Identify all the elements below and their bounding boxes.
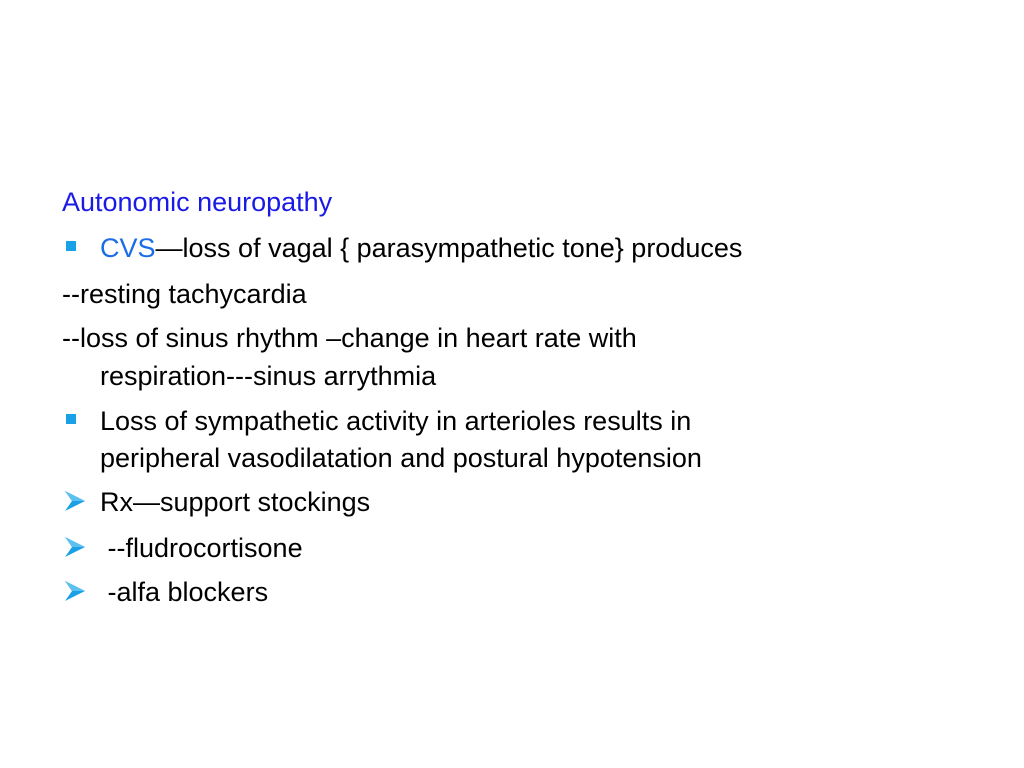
bullet-cvs: [100, 229, 742, 267]
arrowhead-bullet-icon: [63, 536, 87, 558]
sympathetic-line-1: Loss of sympathetic activity in arterioles results in: [100, 406, 692, 436]
square-bullet-icon: [66, 241, 76, 251]
arrow-item: -alfa blockers: [100, 577, 269, 607]
arrow-item: Rx—support stockings: [100, 487, 371, 517]
cvs-text: —loss of vagal { parasympathetic tone} produces: [155, 233, 743, 263]
resting-tachycardia-line: --resting tachycardia: [62, 279, 307, 309]
square-bullet-icon: [66, 414, 76, 424]
sympathetic-line-2: peripheral vasodilatation and postural hypotension: [100, 443, 702, 473]
arrowhead-bullet-icon: [63, 490, 87, 512]
cvs-label: CVS: [100, 233, 156, 263]
sinus-rhythm-line: --loss of sinus rhythm –change in heart rate with: [62, 323, 637, 353]
sinus-rhythm-line-cont: respiration---sinus arrythmia: [100, 361, 437, 391]
arrowhead-bullet-icon: [63, 580, 87, 602]
arrow-item: --fludrocortisone: [100, 533, 303, 563]
slide-heading: Autonomic neuropathy: [62, 187, 333, 217]
